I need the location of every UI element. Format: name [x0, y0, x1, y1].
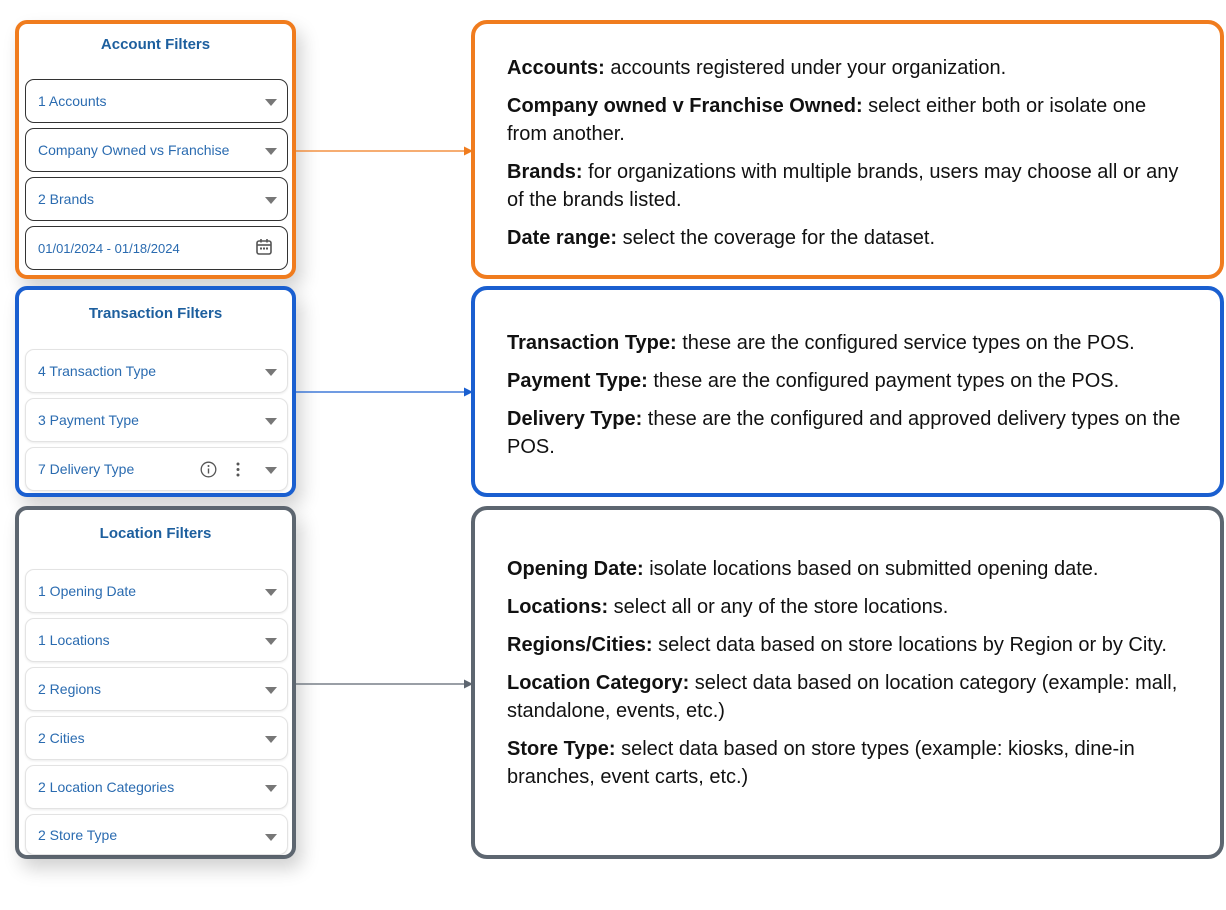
transaction-type-dropdown[interactable] [25, 349, 288, 393]
description-location-category [507, 669, 1190, 725]
locations-label: 1 Locations [38, 632, 110, 648]
chevron-down-icon [265, 148, 277, 155]
location-categories-label: 2 Location Categories [38, 779, 175, 795]
account-filters-panel [15, 20, 296, 279]
text-company-owned: select either both or isolate one from another. [507, 95, 1147, 145]
text-payment-type: these are the configured payment types on the POS. [647, 370, 1120, 392]
info-icon[interactable] [200, 461, 217, 481]
description-store-type [507, 735, 1190, 791]
delivery-type-label: 7 Delivery Type [38, 461, 135, 477]
term-payment-type: Payment Type: [507, 370, 648, 392]
chevron-down-icon [265, 418, 277, 425]
text-date-range: select the coverage for the dataset. [617, 227, 935, 249]
company-owned-vs-franchise-dropdown[interactable] [25, 128, 288, 172]
term-store-type: Store Type: [507, 738, 616, 760]
payment-type-dropdown[interactable] [25, 398, 288, 442]
account-filters-title: Account Filters [100, 36, 211, 53]
description-accounts [507, 54, 1190, 82]
payment-type-label: 3 Payment Type [38, 412, 139, 428]
description-date-range [507, 224, 1190, 252]
cities-label: 2 Cities [38, 730, 85, 746]
text-delivery-type: these are the configured and approved delivery types on the POS. [507, 408, 1181, 458]
accounts-dropdown-label: 1 Accounts [38, 93, 107, 109]
text-locations: select all or any of the store locations. [608, 596, 949, 618]
chevron-down-icon [265, 197, 277, 204]
description-payment-type [507, 367, 1190, 395]
chevron-down-icon [265, 99, 277, 106]
store-type-dropdown[interactable] [25, 814, 288, 855]
date-range-value: 01/01/2024 - 01/18/2024 [38, 240, 180, 256]
description-company-owned [507, 92, 1190, 148]
brands-dropdown-label: 2 Brands [38, 191, 95, 207]
opening-date-dropdown[interactable] [25, 569, 288, 613]
transaction-type-label: 4 Transaction Type [38, 363, 157, 379]
chevron-down-icon [265, 589, 277, 596]
date-range-picker[interactable] [25, 226, 288, 270]
chevron-down-icon [265, 687, 277, 694]
cities-dropdown[interactable] [25, 716, 288, 760]
chevron-down-icon [265, 736, 277, 743]
text-store-type: select data based on store types (example: kiosks, dine-in branches, event carts, etc.) [507, 738, 1135, 788]
delivery-type-dropdown[interactable] [25, 447, 288, 491]
term-regions-cities: Regions/Cities: [507, 634, 653, 656]
kebab-menu-icon[interactable] [235, 461, 241, 481]
transaction-filters-panel [15, 286, 296, 497]
description-brands [507, 158, 1190, 214]
calendar-icon[interactable] [255, 238, 273, 259]
description-opening-date [507, 555, 1190, 583]
text-transaction-type: these are the configured service types on the POS. [676, 332, 1135, 354]
transaction-filters-description [471, 286, 1224, 497]
term-accounts: Accounts: [507, 57, 605, 79]
chevron-down-icon [265, 785, 277, 792]
accounts-dropdown[interactable] [25, 79, 288, 123]
term-date-range: Date range: [507, 227, 618, 249]
location-categories-dropdown[interactable] [25, 765, 288, 809]
term-location-category: Location Category: [507, 672, 690, 694]
transaction-connector-arrow [296, 384, 476, 400]
chevron-down-icon [265, 369, 277, 376]
term-transaction-type: Transaction Type: [507, 332, 677, 354]
location-filters-description [471, 506, 1224, 859]
transaction-filters-title: Transaction Filters [88, 305, 223, 322]
chevron-down-icon [265, 467, 277, 474]
text-regions-cities: select data based on store locations by Region or by City. [652, 634, 1167, 656]
location-connector-arrow [296, 676, 476, 692]
term-locations: Locations: [507, 596, 609, 618]
description-locations [507, 593, 1190, 621]
text-accounts: accounts registered under your organization. [604, 57, 1007, 79]
regions-label: 2 Regions [38, 681, 102, 697]
term-opening-date: Opening Date: [507, 558, 644, 580]
term-company-owned: Company owned v Franchise Owned: [507, 95, 863, 117]
term-delivery-type: Delivery Type: [507, 408, 643, 430]
chevron-down-icon [265, 638, 277, 645]
store-type-label: 2 Store Type [38, 826, 118, 843]
description-transaction-type [507, 329, 1190, 357]
term-brands: Brands: [507, 161, 583, 183]
text-opening-date: isolate locations based on submitted opening date. [643, 558, 1099, 580]
locations-dropdown[interactable] [25, 618, 288, 662]
account-filters-description [471, 20, 1224, 279]
location-filters-panel [15, 506, 296, 859]
description-delivery-type [507, 405, 1190, 461]
opening-date-label: 1 Opening Date [38, 583, 137, 599]
chevron-down-icon [265, 834, 277, 841]
brands-dropdown[interactable] [25, 177, 288, 221]
account-connector-arrow [296, 143, 476, 159]
text-brands: for organizations with multiple brands, users may choose all or any of the brands listed. [507, 161, 1179, 211]
description-regions-cities [507, 631, 1190, 659]
company-owned-vs-franchise-label: Company Owned vs Franchise [38, 142, 230, 158]
location-filters-title: Location Filters [99, 525, 212, 542]
regions-dropdown[interactable] [25, 667, 288, 711]
text-location-category: select data based on location category (example: mall, standalone, events, etc.) [507, 672, 1178, 722]
